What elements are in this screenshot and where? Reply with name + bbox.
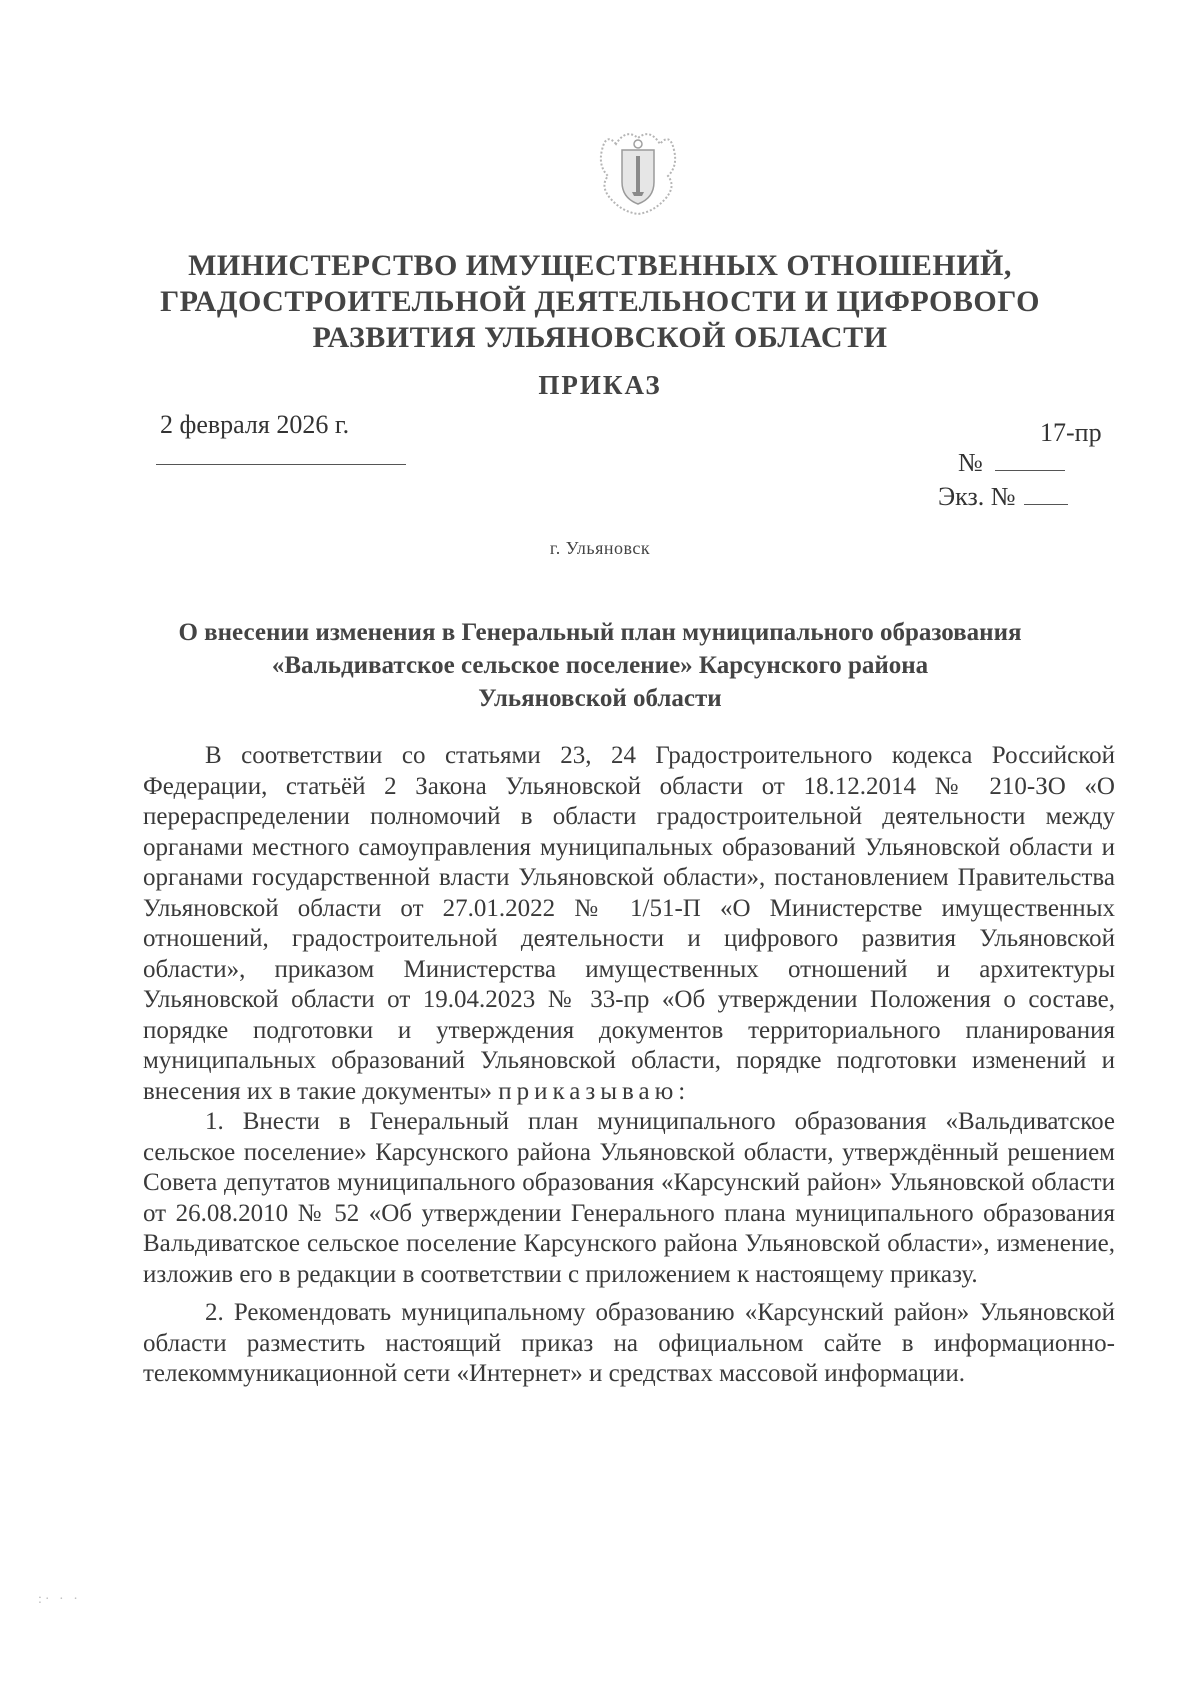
city-name: г. Ульяновск (549, 538, 651, 558)
order-date: 2 февраля 2026 г. (160, 410, 350, 439)
item-1-paragraph: 1. Внести в Генеральный план муниципального образования «Вальдиватское сельское поселение» Карсунского района Ульяновской области, утверждённый решением Совета депутатов муниципального образования «Карсунский район» Ульяновской области от 26.08.2010 № 52 «Об утверждении Генерального плана муниципального образования Вальдиватское сельское поселение Карсунского района Ульяновской области», изменение, изложив его в редакции в соответствии с приложением к настоящему приказу. (143, 1108, 1115, 1288)
subject-line-1: О внесении изменения в Генеральный план муниципального образования (178, 619, 1022, 646)
ministry-line-1: МИНИСТЕРСТВО ИМУЩЕСТВЕННЫХ ОТНОШЕНИЙ, (188, 249, 1012, 282)
item-2-paragraph: 2. Рекомендовать муниципальному образованию «Карсунский район» Ульяновской области разместить настоящий приказ на официальном сайте в информационно-телекоммуникационной сети «Интернет» и средствах массовой информации. (143, 1299, 1115, 1387)
ministry-name (160, 248, 1040, 356)
order-number-blank (995, 450, 1065, 471)
scan-artifact-mark: :· · · (38, 1592, 81, 1607)
subject-line-3: Ульяновской области (478, 685, 722, 712)
copy-number-blank (1024, 484, 1068, 505)
order-number-label: № (958, 448, 983, 477)
order-directive-word: приказываю: (498, 1077, 691, 1105)
ministry-line-2: ГРАДОСТРОИТЕЛЬНОЙ ДЕЯТЕЛЬНОСТИ И ЦИФРОВОГО (160, 285, 1040, 318)
document-type-heading: ПРИКАЗ (538, 370, 662, 400)
copy-number-label: Экз. № (938, 482, 1016, 511)
preamble-paragraph (143, 741, 1115, 1107)
copy-number-row (938, 482, 1068, 512)
order-body (143, 741, 1115, 1390)
order-subject (150, 616, 1050, 715)
coat-of-arms-emblem (596, 122, 680, 218)
order-number-value: 17-пр (1040, 418, 1102, 447)
subject-line-2: «Вальдиватское сельское поселение» Карсунского района (271, 652, 929, 679)
order-number-row (958, 448, 1065, 478)
ministry-line-3: РАЗВИТИЯ УЛЬЯНОВСКОЙ ОБЛАСТИ (312, 321, 888, 354)
preamble-text: В соответствии со статьями 23, 24 Градостроительного кодекса Российской Федерации, статьёй 2 Закона Ульяновской области от 18.12.2014 № 210-ЗО «О перераспределении полномочий в области градостроительной деятельности между органами местного самоуправления муниципальных образований Ульяновской области и органами государственной власти Ульяновской области», постановлением Правительства Ульяновской области от 27.01.2022 № 1/51-П «О Министерстве имущественных отношений, градостроительной деятельности и цифрового развития Ульяновской области», приказом Министерства имущественных отношений и архитектуры Ульяновской области от 19.04.2023 № 33-пр «Об утверждении Положения о составе, порядке подготовки и утверждения документов территориального планирования муниципальных образований Ульяновской области, порядке подготовки изменений и внесения их в такие документы» (143, 742, 1115, 1105)
date-underline (156, 464, 406, 465)
